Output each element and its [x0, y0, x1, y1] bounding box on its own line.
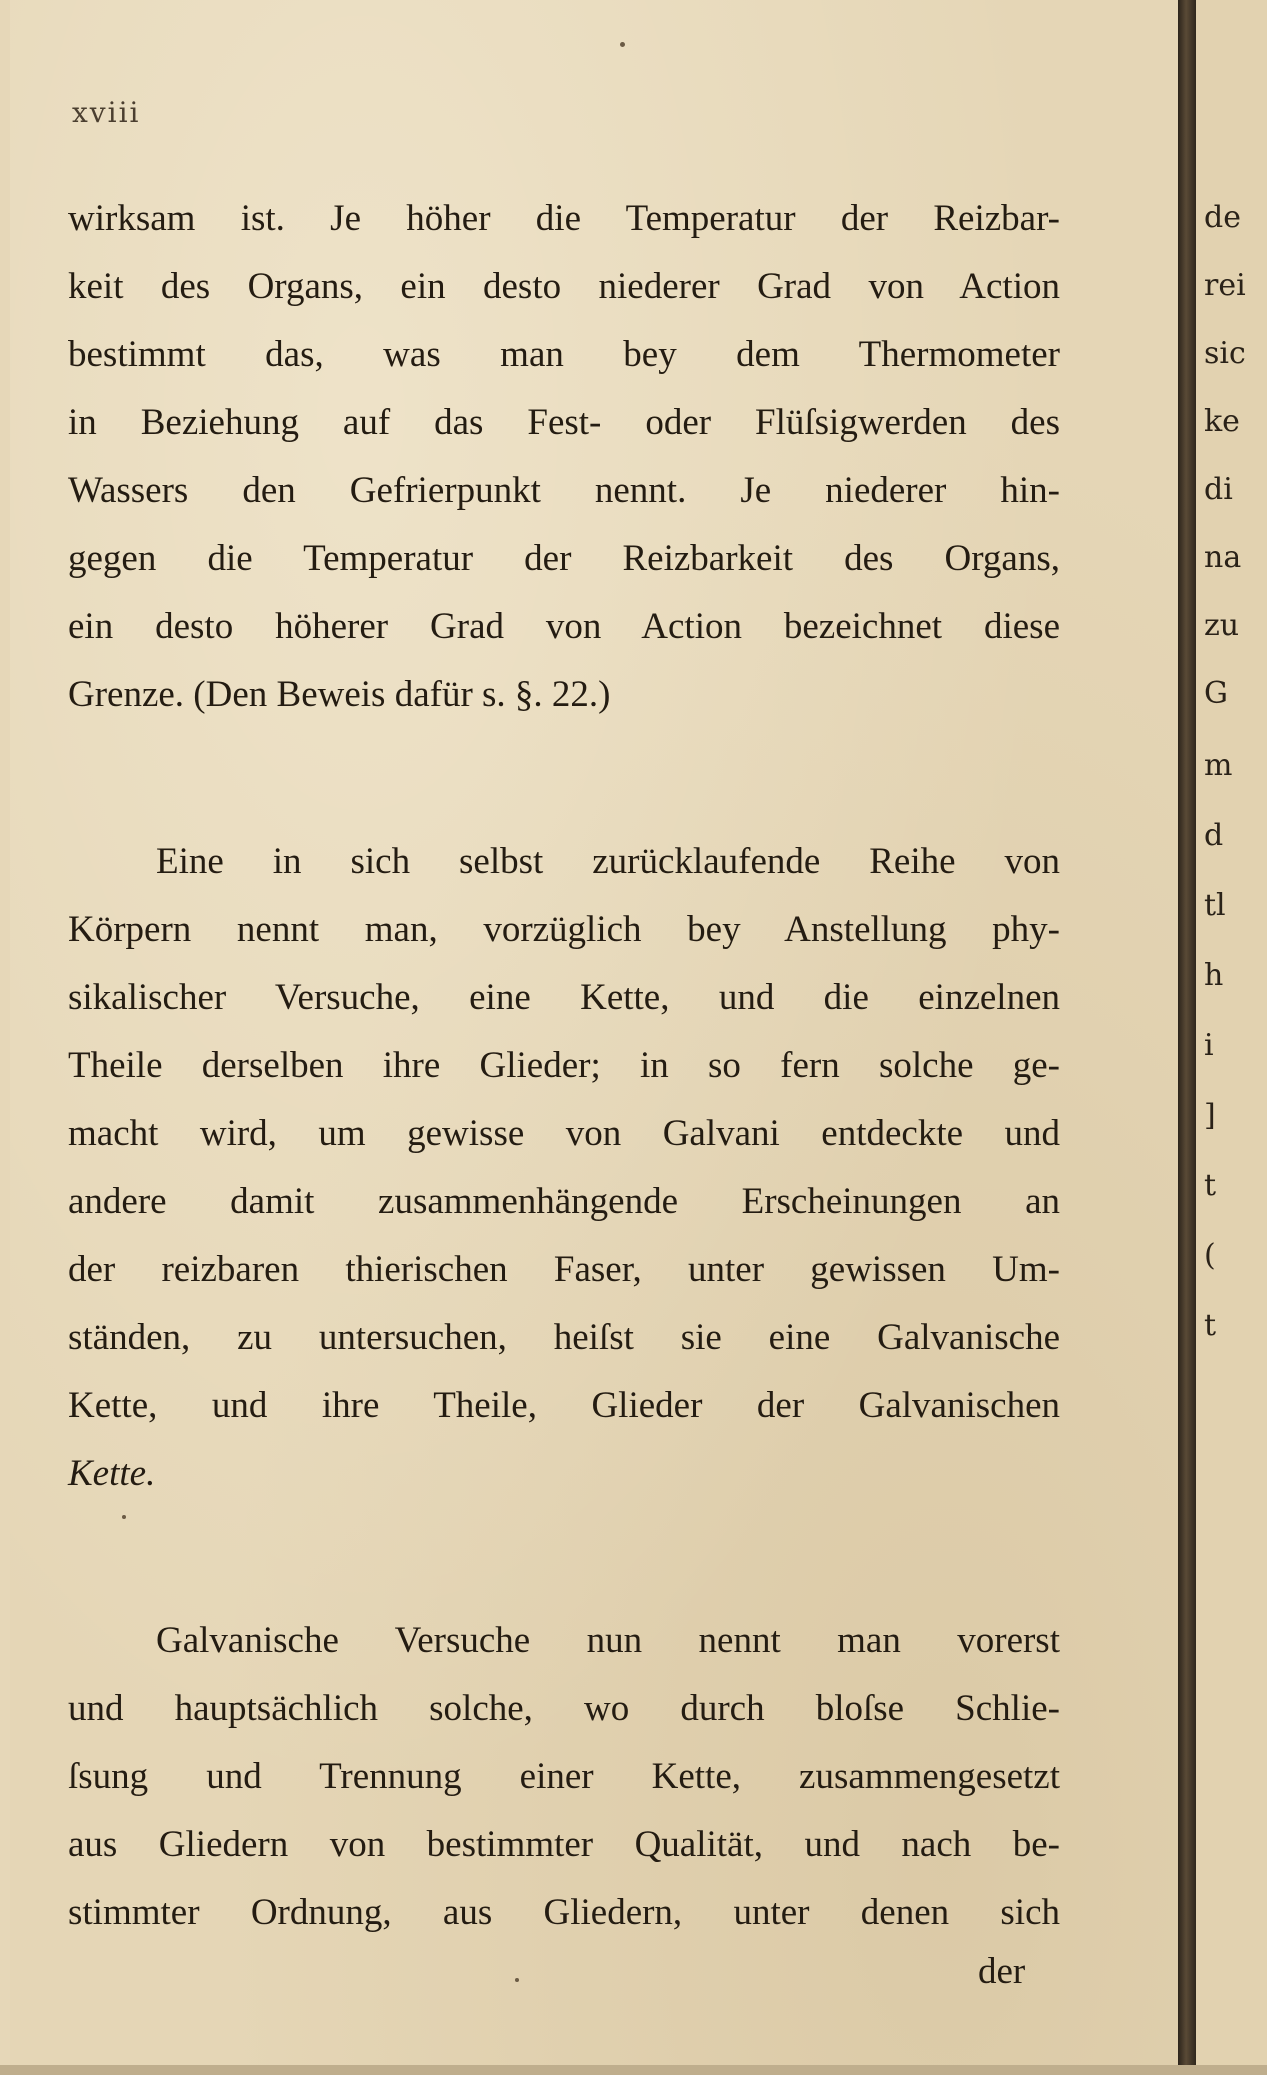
text-line: ständen, zu untersuchen, heiſst sie eine Galvanische: [68, 1317, 1060, 1358]
facing-fragment: ]: [1204, 1098, 1216, 1133]
facing-fragment: G: [1204, 676, 1228, 711]
facing-fragment: m: [1204, 748, 1233, 783]
paragraph-3: [68, 1607, 1060, 1947]
catchword: der: [978, 1951, 1026, 1992]
facing-page-edge: [1196, 0, 1267, 2075]
facing-fragment: h: [1204, 958, 1224, 993]
text-line: Körpern nennt man, vorzüglich bey Anstellung phy-: [68, 909, 1060, 950]
text-line: und hauptsächlich solche, wo durch bloſse Schlie-: [68, 1688, 1060, 1729]
facing-fragment: na: [1204, 540, 1242, 575]
text-line: macht wird, um gewisse von Galvani entdeckte und: [68, 1113, 1060, 1154]
book-gutter: [1178, 0, 1196, 2075]
paragraph-2: [68, 828, 1060, 1508]
text-line: Wassers den Gefrierpunkt nennt. Je niederer hin-: [68, 470, 1060, 511]
page-bottom-edge: [0, 2065, 1267, 2075]
text-line: bestimmt das, was man bey dem Thermometer: [68, 334, 1060, 375]
text-line: keit des Organs, ein desto niederer Grad von Action: [68, 266, 1060, 307]
facing-fragment: tl: [1204, 888, 1226, 923]
facing-fragment: t: [1204, 1308, 1217, 1343]
facing-fragment: di: [1204, 472, 1233, 507]
paragraph-1: [68, 185, 1060, 729]
text-line: sikalischer Versuche, eine Kette, und die einzelnen: [68, 977, 1060, 1018]
text-line: andere damit zusammenhängende Erscheinungen an: [68, 1181, 1060, 1222]
text-line: Galvanische Versuche nun nennt man vorerst: [156, 1620, 1060, 1661]
ink-speck: [620, 42, 625, 47]
text-line: Grenze. (Den Beweis dafür s. §. 22.): [68, 674, 611, 715]
facing-fragment: t: [1204, 1168, 1217, 1203]
text-line: ein desto höherer Grad von Action bezeichnet diese: [68, 606, 1060, 647]
facing-fragment: zu: [1204, 608, 1240, 643]
text-line: stimmter Ordnung, aus Gliedern, unter denen sich: [68, 1892, 1060, 1933]
text-line: wirksam ist. Je höher die Temperatur der Reizbar-: [68, 198, 1060, 239]
left-page: [10, 0, 1180, 2065]
ink-speck: [122, 1515, 126, 1519]
text-line: Theile derselben ihre Glieder; in so fern solche ge-: [68, 1045, 1060, 1086]
text-line: der reizbaren thierischen Faser, unter gewissen Um-: [68, 1249, 1060, 1290]
text-line: ſsung und Trennung einer Kette, zusammengesetzt: [68, 1756, 1060, 1797]
facing-fragment: i: [1204, 1028, 1214, 1063]
text-line: aus Gliedern von bestimmter Qualität, und nach be-: [68, 1824, 1060, 1865]
text-line: Eine in sich selbst zurücklaufende Reihe von: [156, 841, 1060, 882]
text-line: in Beziehung auf das Fest- oder Flüſsigwerden des: [68, 402, 1060, 443]
facing-fragment: rei: [1204, 268, 1246, 303]
text-line: Kette, und ihre Theile, Glieder der Galvanischen: [68, 1385, 1060, 1426]
page-number: xviii: [72, 96, 141, 129]
facing-fragment: de: [1204, 200, 1241, 235]
text-line: Kette.: [68, 1453, 156, 1494]
ink-speck: [515, 1978, 519, 1982]
facing-fragment: sic: [1204, 336, 1246, 371]
facing-fragment: d: [1204, 818, 1224, 853]
facing-fragment: (: [1204, 1238, 1216, 1273]
facing-fragment: ke: [1204, 404, 1240, 439]
text-line: gegen die Temperatur der Reizbarkeit des Organs,: [68, 538, 1060, 579]
